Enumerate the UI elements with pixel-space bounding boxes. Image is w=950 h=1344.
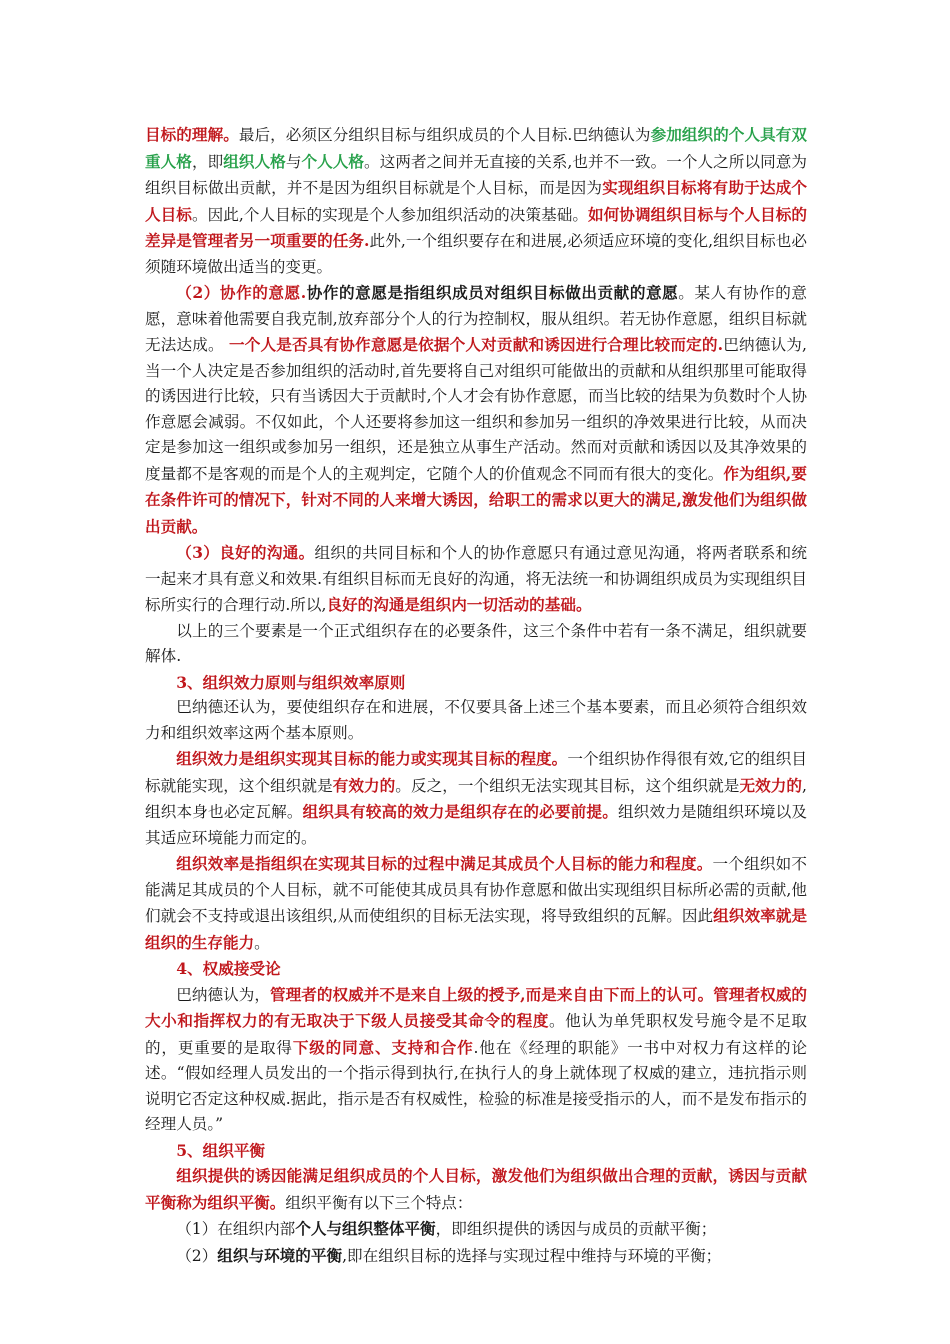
emphasis-text: 组织提供的诱因能满足组织成员的个人目标，激发他们为组织做出合理的贡献，诱因与贡献平衡称为组织平衡。 (145, 1166, 807, 1212)
emphasis-text: 组织效率就是组织的生存能力 (145, 906, 807, 952)
emphasis-text: 有效力的 (332, 775, 396, 795)
text-run: 。某人有协作的意愿，意味着他需要自我克制,放弃部分个人的行为控制权，服从组织。若无协作意愿，组织目标就无法达成。 (145, 284, 807, 354)
paragraph (145, 1216, 807, 1243)
emphasis-text: 组织效率是指组织在实现其目标的过程中满足其成员个人目标的能力和程度。 (176, 854, 713, 873)
text-run: 一个组织如不能满足其成员的个人目标，就不可能使其成员具有协作意愿和做出实现组织目标所必需的贡献,他们就会不支持或退出该组织,从而使组织的目标无法实现，将导致组织的瓦解。因此 (145, 855, 807, 925)
document-body (145, 122, 807, 1269)
emphasis-text: 管理者的权威并不是来自上级的授予,而是来自由下而上的认可。管理者权威的大小和指挥权力的有无取决于下级人员接受其命令的程度 (145, 984, 807, 1030)
text-run: 组织平衡有以下三个特点： (285, 1193, 473, 1212)
text-run: .他在《经理的职能》一书中对权力有这样的论述。“假如经理人员发出的一个指示得到执行,在执行人的身上就体现了权威的建立，违抗指示则说明它否定这种权威.据此，指示是否有权威性，检验的标准是接受指示的人，而不是发布指示的经理人员。” (145, 1038, 807, 1133)
text-run: 与 (285, 152, 302, 171)
text-run: 组织效力是随组织环境以及其适应环境能力而定的。 (145, 803, 807, 847)
text-run: ,即在组织目标的选择与实现过程中维持与环境的平衡； (342, 1246, 722, 1265)
text-run: 。反之，一个组织无法实现其目标，这个组织就是 (395, 776, 740, 795)
text-run: 3、组织效力原则与组织效率原则 (176, 672, 406, 692)
text-run: 巴纳德认为， (176, 985, 270, 1004)
text-run: 此外,一个组织要存在和进展,必须适应环境的变化,组织目标也必须随环境做出适当的变更。 (145, 232, 808, 276)
text-run: 。因此,个人目标的实现是个人参加组织活动的决策基础。 (191, 205, 589, 224)
emphasis-text: 一个人是否具有协作意愿是依据个人对贡献和诱因进行合理比较而定的. (228, 335, 724, 354)
section-heading (145, 670, 807, 696)
paragraph (145, 851, 807, 956)
emphasis-text: 协作的意愿是指组织成员对组织目标做出贡献的意愿 (306, 283, 679, 302)
emphasis-text: 良好的沟通是组织内一切活动的基础。 (326, 595, 592, 614)
section-heading (145, 1138, 807, 1164)
emphasis-text: 个人与组织整体平衡 (295, 1219, 436, 1238)
text-run: 巴纳德还认为，要使组织存在和进展，不仅要具备上述三个基本要素，而且必须符合组织效力和组织效率这两个基本原则。 (145, 698, 807, 742)
emphasis-text: （3）良好的沟通。 (176, 543, 315, 562)
paragraph (145, 982, 807, 1138)
paragraph (145, 746, 807, 851)
text-run: ，即组织提供的诱因与成员的贡献平衡； (435, 1220, 717, 1238)
emphasis-text: 作为组织,要在条件许可的情况下，针对不同的人来增大诱因，给职工的需求以更大的满足,激发他们为组织做出贡献。 (145, 463, 807, 536)
paragraph (145, 122, 807, 280)
text-run: ,组织本身也必定瓦解。 (145, 776, 807, 821)
emphasis-text: 组织效力是组织实现其目标的能力或实现其目标的程度。 (176, 749, 568, 768)
text-run: 4、权威接受论 (176, 959, 281, 978)
emphasis-text: 参加组织的个人具有双重人格 (145, 125, 807, 171)
text-run: 。这两者之间并无直接的关系,也并不一致。一个人之所以同意为组织目标做出贡献，并不是因为组织目标就是个人目标，而是因为 (145, 152, 807, 197)
paragraph (145, 540, 807, 619)
text-run: 。他认为单凭职权发号施令是不足取的，更重要的是取得 (145, 1012, 807, 1057)
emphasis-text: 下级的同意、支持和合作 (292, 1037, 474, 1057)
emphasis-text: 如何协调组织目标与个人目标的差异是管理者另一项重要的任务. (145, 204, 807, 250)
text-run: 。 (254, 933, 270, 952)
text-run: 最后，必须区分组织目标与组织成员的个人目标.巴纳德认为 (238, 126, 651, 144)
text-run: 以上的三个要素是一个正式组织存在的必要条件，这三个条件中若有一条不满足，组织就要解体. (145, 621, 807, 665)
paragraph (145, 1243, 807, 1270)
section-heading (145, 956, 807, 982)
text-run: 巴纳德认为,当一个人决定是否参加组织的活动时,首先要将自己对组织可能做出的贡献和从组织那里可能取得的诱因进行比较，只有当诱因大于贡献时,个人才会有协作意愿，而当比较的结果为负数时个人协作意愿会减弱。不仅如此，个人还要将参加这一组织和参加另一组织的净效果进行比较，从而决定是参加这一组织或参加另一组织，还是独立从事生产活动。然而对贡献和诱因以及其净效果的度量都不是客观的而是个人的主观判定，它随个人的价值观念不同而有很大的变化。 (145, 336, 807, 483)
emphasis-text: （2）协作的意愿. (176, 283, 307, 302)
text-run: （1）在组织内部 (176, 1220, 296, 1238)
text-run: 组织的共同目标和个人的协作意愿只有通过意见沟通，将两者联系和统一起来才具有意义和效果.有组织目标而无良好的沟通，将无法统一和协调组织成员为实现组织目标所实行的合理行动.所以, (145, 544, 807, 614)
paragraph (145, 619, 807, 670)
text-run: 5、组织平衡 (176, 1140, 266, 1160)
emphasis-text: 组织人格 (223, 151, 286, 171)
text-run: 一个组织协作得很有效,它的组织目标就能实现，这个组织就是 (145, 750, 807, 795)
text-run: ，即 (191, 152, 224, 171)
emphasis-text: 目标的理解。 (145, 125, 239, 144)
emphasis-text: 实现组织目标将有助于达成个人目标 (145, 178, 807, 224)
emphasis-text: 组织具有较高的效力是组织存在的必要前提。 (302, 802, 618, 821)
emphasis-text: 无效力的 (739, 775, 803, 795)
text-run: （2） (176, 1246, 218, 1265)
paragraph (145, 280, 807, 540)
paragraph (145, 1163, 807, 1216)
emphasis-text: 个人人格 (301, 151, 365, 171)
paragraph (145, 695, 807, 746)
emphasis-text: 组织与环境的平衡 (217, 1245, 343, 1265)
